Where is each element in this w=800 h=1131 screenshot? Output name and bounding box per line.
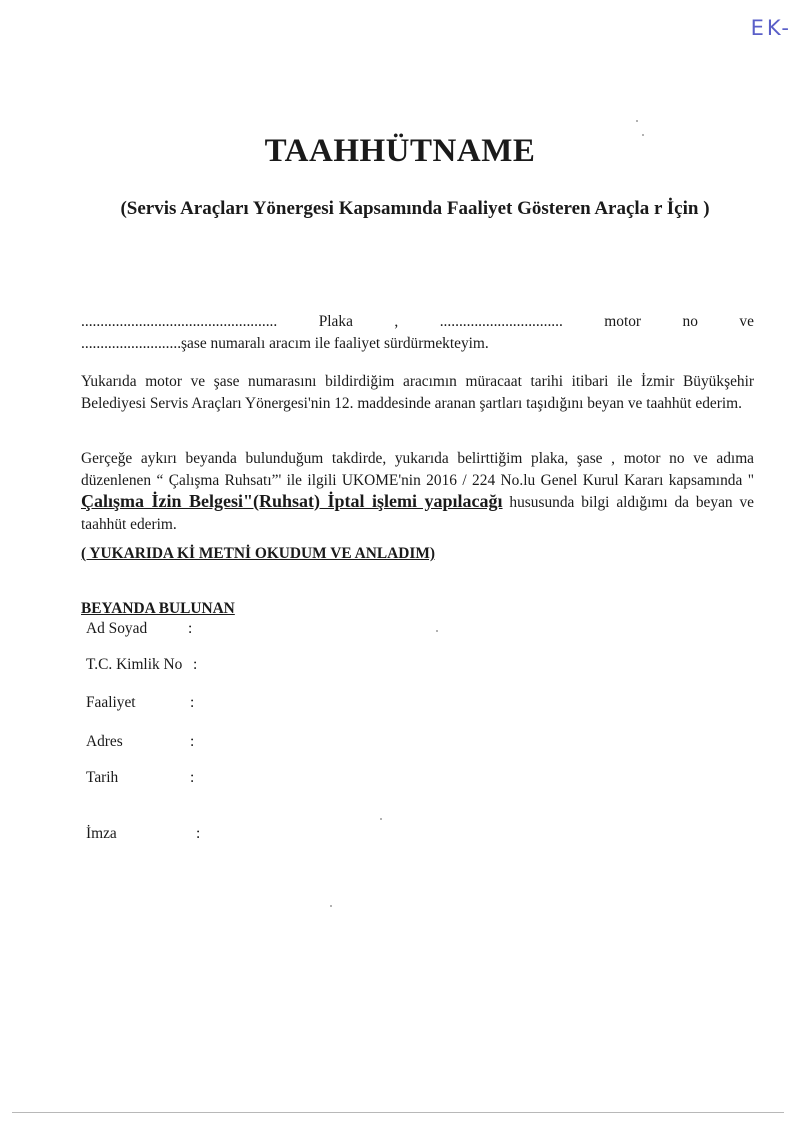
and-label: ve xyxy=(739,313,754,330)
field-address-label: Adres xyxy=(86,733,123,750)
declaration-line-1 xyxy=(81,313,754,331)
field-name-colon: : xyxy=(188,620,193,637)
comma: , xyxy=(394,313,399,330)
acknowledgement-heading: ( YUKARIDA Kİ METNİ OKUDUM VE ANLADIM) xyxy=(81,545,435,562)
chassis-blank-dots: .......................... xyxy=(81,335,182,352)
motor-label: motor xyxy=(604,313,642,330)
scan-speck xyxy=(380,818,382,820)
field-date-label: Tarih xyxy=(86,769,119,786)
field-signature-label: İmza xyxy=(86,825,117,842)
permit-cancellation-emphasis: Çalışma İzin Belgesi"(Ruhsat) İptal işlemi yapılacağı xyxy=(81,491,503,511)
declaration-line-2 xyxy=(81,335,489,353)
scan-speck xyxy=(636,120,638,122)
document-title: TAAHHÜTNAME xyxy=(264,133,536,169)
field-name-label: Ad Soyad xyxy=(86,620,148,637)
field-activity-colon: : xyxy=(190,694,195,711)
scan-speck xyxy=(642,134,644,136)
field-date-colon: : xyxy=(190,769,195,786)
paragraph-consequence-part1: Gerçeğe aykırı beyanda bulunduğum takdirde, yukarıda belirttiğim plaka, şase , motor no ve adıma düzenlenen “ Çalışma Ruhsatı”' ile ilgili UKOME'nin 2016 / 224 No.lu Genel Kurul Kararı kapsamında " xyxy=(81,450,754,489)
no-label: no xyxy=(682,313,698,330)
chassis-text: şase numaralı aracım ile faaliyet sürdürmekteyim. xyxy=(181,335,489,352)
scan-speck xyxy=(330,905,332,907)
paragraph-consequence xyxy=(81,448,754,535)
field-id-label: T.C. Kimlik No xyxy=(86,656,183,673)
field-address-colon: : xyxy=(190,733,195,750)
scan-speck xyxy=(436,630,438,632)
corner-annotation: EK- xyxy=(750,16,792,40)
field-activity-label: Faaliyet xyxy=(86,694,136,711)
paragraph-commitment: Yukarıda motor ve şase numarasını bildirdiğim aracımın müracaat tarihi itibari ile İzmir Büyükşehir Belediyesi Servis Araçları Yönergesi'nin 12. maddesinde aranan şartları taşıdığını beyan ve taahhüt ederim. xyxy=(81,373,754,412)
plate-blank-dots: ................................................... xyxy=(81,313,278,330)
paragraph-consequence-part2: hususunda bilgi aldığımı da beyan ve taahhüt ederim. xyxy=(81,494,754,533)
declarant-heading: BEYANDA BULUNAN xyxy=(81,600,235,617)
motor-blank-dots: ................................ xyxy=(439,313,563,330)
plate-label: Plaka xyxy=(318,313,353,330)
field-signature-colon: : xyxy=(196,825,201,842)
page-bottom-edge xyxy=(12,1112,784,1113)
field-id-colon: : xyxy=(193,656,198,673)
document-subtitle: (Servis Araçları Yönergesi Kapsamında Faaliyet Gösteren Araçla r İçin ) xyxy=(120,198,710,219)
